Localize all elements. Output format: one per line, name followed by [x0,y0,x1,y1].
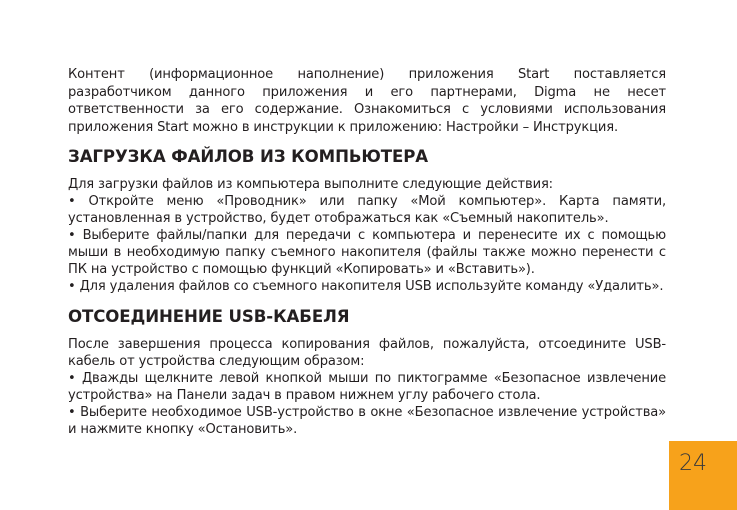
section-lead-file-upload: Для загрузки файлов из компьютера выполните следующие действия: [68,177,553,193]
page-content [68,66,666,438]
intro-paragraph: Контент (информационное наполнение) приложения Start поставляется разработчиком данного приложения и его партнерами, Digma не несет ответственности за его содержание. Ознакомиться с условиями использования приложения Start можно в инструкции к приложению: Настройки – Инструкция. [68,67,666,135]
section-heading-file-upload: ЗАГРУЗКА ФАЙЛОВ ИЗ КОМПЬЮТЕРА [68,147,429,167]
bullet-open-explorer: • Откройте меню «Проводник» или папку «Мой компьютер». Карта памяти, установленная в устройство, будет отображаться как «Съемный накопитель». [68,194,666,227]
section-heading-usb-disconnect: ОТСОЕДИНЕНИЕ USB-КАБЕЛЯ [68,307,350,327]
bullet-delete-files: • Для удаления файлов со съемного накопителя USB используйте команду «Удалить». [68,279,664,295]
bullet-select-usb-device: • Выберите необходимое USB-устройство в окне «Безопасное извлечение устройства» и нажмите кнопку «Остановить». [68,405,666,438]
section-lead-usb-disconnect: После завершения процесса копирования файлов, пожалуйста, отсоедините USB-кабель от устройства следующим образом: [68,337,666,370]
page-number: 24 [679,451,707,476]
bullet-safe-removal-icon: • Дважды щелкните левой кнопкой мыши по пиктограмме «Безопасное извлечение устройства» на Панели задач в правом нижнем углу рабочего стола. [68,371,666,404]
bullet-select-files: • Выберите файлы/папки для передачи с компьютера и перенесите их с помощью мыши в необходимую папку съемного накопителя (файлы также можно перенести с ПК на устройство с помощью функций «Копировать» и «Вставить»). [68,228,666,278]
